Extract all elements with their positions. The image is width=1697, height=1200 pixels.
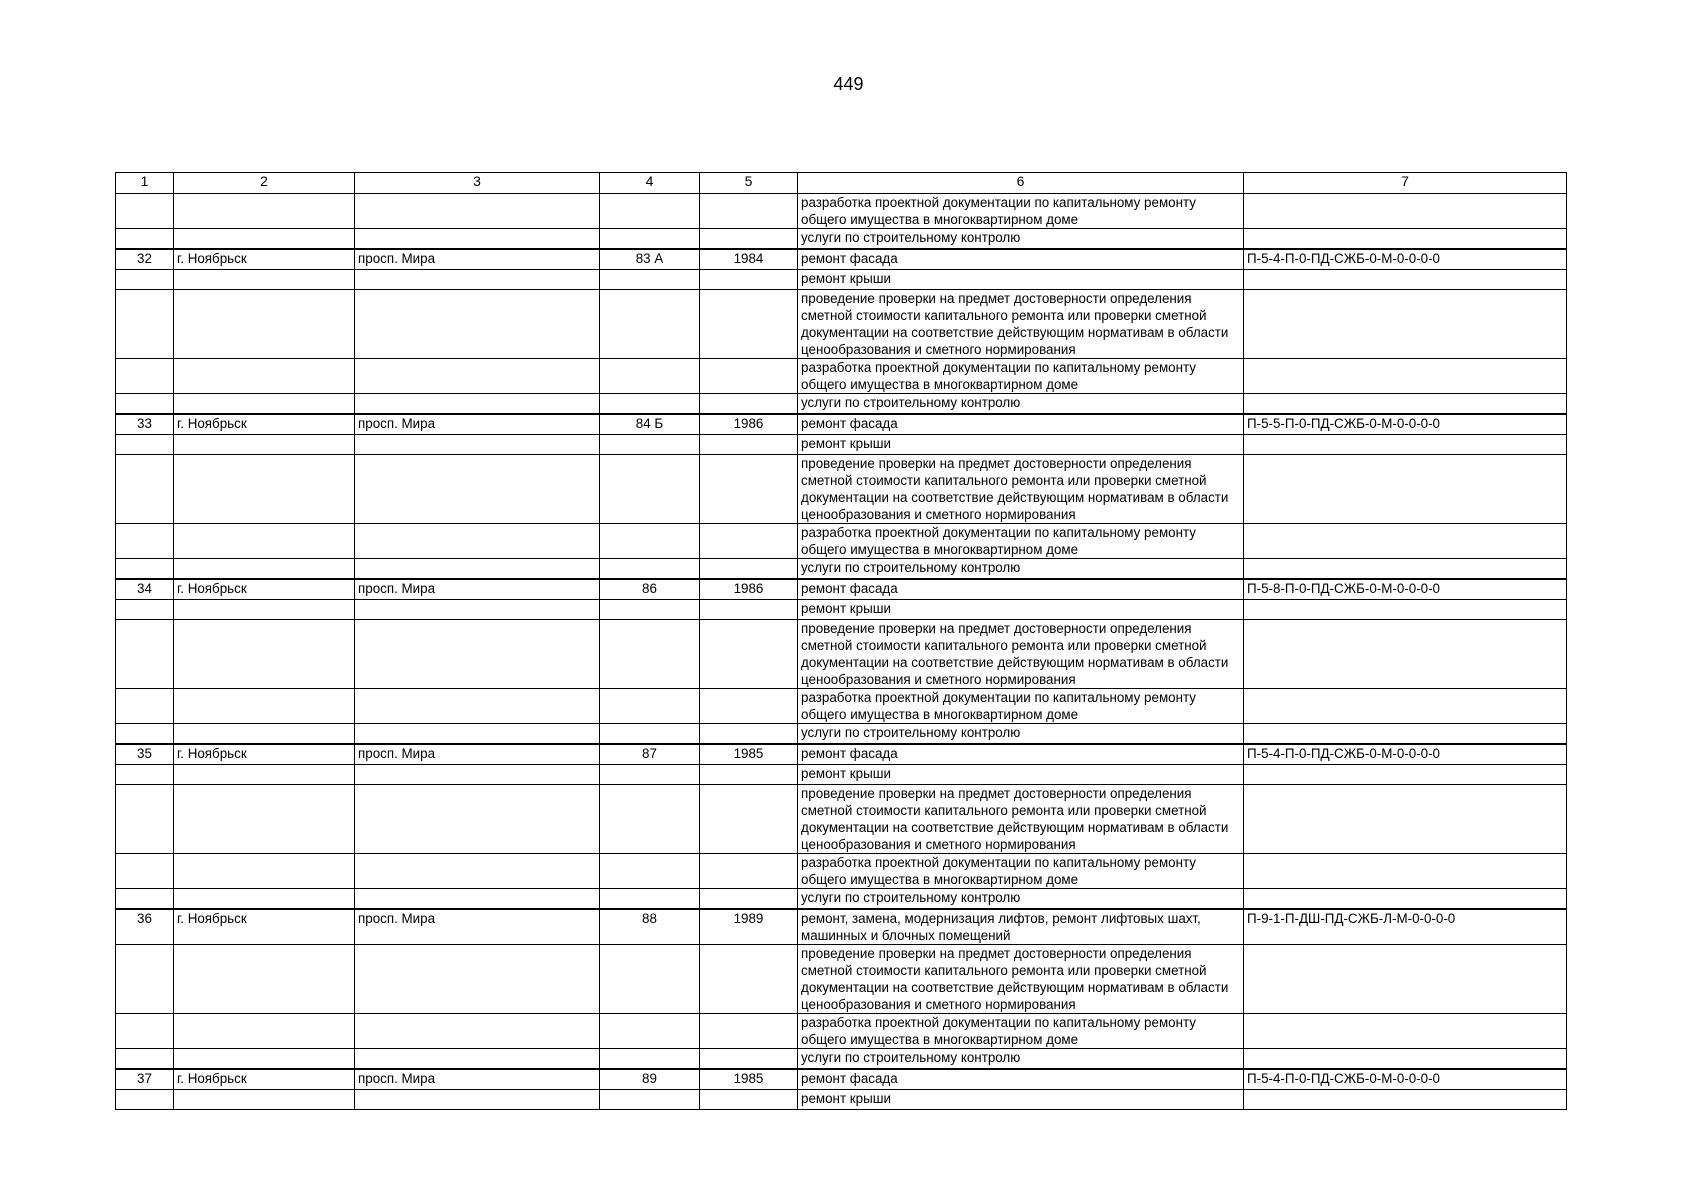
work-row xyxy=(116,455,1567,524)
row-number-cell xyxy=(116,889,174,910)
year-cell xyxy=(700,1014,798,1049)
building-code-cell: П-5-4-П-0-ПД-СЖБ-0-М-0-0-0-0 xyxy=(1244,744,1567,765)
house-cell xyxy=(600,620,700,689)
building-row xyxy=(116,249,1567,270)
column-header: 7 xyxy=(1244,173,1567,194)
building-code-cell: П-9-1-П-ДШ-ПД-СЖБ-Л-М-0-0-0-0 xyxy=(1244,909,1567,945)
repair-registry-table xyxy=(115,172,1567,1110)
work-row xyxy=(116,394,1567,415)
work-row xyxy=(116,889,1567,910)
work-type-cell: проведение проверки на предмет достоверности определения сметной стоимости капитального ремонта или проверки сметной документации на соответствие действующим нормативам в области ценообразования и сметного нормирования xyxy=(798,620,1244,689)
work-row xyxy=(116,854,1567,889)
house-cell xyxy=(600,559,700,580)
work-type-cell: услуги по строительному контролю xyxy=(798,229,1244,250)
work-row xyxy=(116,290,1567,359)
house-cell xyxy=(600,724,700,745)
building-code-cell xyxy=(1244,785,1567,854)
row-number-cell xyxy=(116,290,174,359)
row-number-cell xyxy=(116,1049,174,1070)
year-cell xyxy=(700,785,798,854)
city-cell xyxy=(174,435,355,455)
building-code-cell xyxy=(1244,689,1567,724)
row-number-cell xyxy=(116,724,174,745)
row-number-cell: 33 xyxy=(116,414,174,435)
city-cell xyxy=(174,785,355,854)
street-cell xyxy=(355,765,600,785)
work-row xyxy=(116,1049,1567,1070)
house-cell xyxy=(600,359,700,394)
street-cell xyxy=(355,854,600,889)
house-cell xyxy=(600,600,700,620)
year-cell xyxy=(700,765,798,785)
city-cell xyxy=(174,559,355,580)
year-cell xyxy=(700,290,798,359)
work-type-cell: ремонт крыши xyxy=(798,765,1244,785)
work-row xyxy=(116,524,1567,559)
empty-cell xyxy=(1244,194,1567,229)
empty-cell xyxy=(1244,229,1567,250)
work-type-cell: услуги по строительному контролю xyxy=(798,1049,1244,1070)
work-type-cell: услуги по строительному контролю xyxy=(798,889,1244,910)
street-cell xyxy=(355,1014,600,1049)
work-type-cell: проведение проверки на предмет достоверности определения сметной стоимости капитального ремонта или проверки сметной документации на соответствие действующим нормативам в области ценообразования и сметного нормирования xyxy=(798,455,1244,524)
year-cell xyxy=(700,854,798,889)
house-cell xyxy=(600,945,700,1014)
city-cell xyxy=(174,1014,355,1049)
city-cell: г. Ноябрьск xyxy=(174,579,355,600)
year-cell xyxy=(700,1090,798,1110)
street-cell: просп. Мира xyxy=(355,414,600,435)
row-number-cell xyxy=(116,1014,174,1049)
street-cell xyxy=(355,270,600,290)
work-row xyxy=(116,194,1567,229)
work-type-cell: ремонт крыши xyxy=(798,1090,1244,1110)
year-cell xyxy=(700,394,798,415)
row-number-cell xyxy=(116,689,174,724)
street-cell: просп. Мира xyxy=(355,909,600,945)
row-number-cell: 34 xyxy=(116,579,174,600)
city-cell xyxy=(174,524,355,559)
street-cell xyxy=(355,945,600,1014)
work-type-cell: ремонт фасада xyxy=(798,1069,1244,1090)
building-code-cell xyxy=(1244,1090,1567,1110)
year-cell xyxy=(700,889,798,910)
row-number-cell xyxy=(116,435,174,455)
work-row xyxy=(116,785,1567,854)
work-type-cell: ремонт крыши xyxy=(798,600,1244,620)
building-code-cell xyxy=(1244,359,1567,394)
house-cell xyxy=(600,689,700,724)
house-cell xyxy=(600,889,700,910)
street-cell xyxy=(355,290,600,359)
column-header: 4 xyxy=(600,173,700,194)
row-number-cell: 37 xyxy=(116,1069,174,1090)
building-code-cell xyxy=(1244,765,1567,785)
work-type-cell: ремонт крыши xyxy=(798,435,1244,455)
work-row xyxy=(116,765,1567,785)
empty-cell xyxy=(700,194,798,229)
street-cell xyxy=(355,524,600,559)
work-row xyxy=(116,620,1567,689)
building-row xyxy=(116,1069,1567,1090)
house-cell: 87 xyxy=(600,744,700,765)
work-type-cell: разработка проектной документации по капитальному ремонту общего имущества в многоквартирном доме xyxy=(798,194,1244,229)
page-number: 449 xyxy=(833,74,864,94)
house-cell xyxy=(600,1090,700,1110)
work-row xyxy=(116,559,1567,580)
work-type-cell: ремонт фасада xyxy=(798,744,1244,765)
building-code-cell xyxy=(1244,945,1567,1014)
year-cell xyxy=(700,724,798,745)
street-cell xyxy=(355,394,600,415)
building-code-cell xyxy=(1244,620,1567,689)
work-type-cell: разработка проектной документации по капитальному ремонту общего имущества в многоквартирном доме xyxy=(798,854,1244,889)
column-header: 1 xyxy=(116,173,174,194)
registry-body xyxy=(116,173,1567,1110)
work-type-cell: разработка проектной документации по капитальному ремонту общего имущества в многоквартирном доме xyxy=(798,689,1244,724)
city-cell xyxy=(174,1049,355,1070)
year-cell xyxy=(700,455,798,524)
work-row xyxy=(116,359,1567,394)
work-type-cell: проведение проверки на предмет достоверности определения сметной стоимости капитального ремонта или проверки сметной документации на соответствие действующим нормативам в области ценообразования и сметного нормирования xyxy=(798,945,1244,1014)
year-cell xyxy=(700,435,798,455)
building-code-cell xyxy=(1244,394,1567,415)
column-header: 5 xyxy=(700,173,798,194)
row-number-cell xyxy=(116,394,174,415)
work-row xyxy=(116,600,1567,620)
house-cell xyxy=(600,854,700,889)
empty-cell xyxy=(600,194,700,229)
house-cell xyxy=(600,785,700,854)
work-type-cell: разработка проектной документации по капитальному ремонту общего имущества в многоквартирном доме xyxy=(798,524,1244,559)
street-cell: просп. Мира xyxy=(355,249,600,270)
row-number-cell xyxy=(116,359,174,394)
year-cell xyxy=(700,270,798,290)
city-cell: г. Ноябрьск xyxy=(174,909,355,945)
row-number-cell xyxy=(116,455,174,524)
building-code-cell xyxy=(1244,270,1567,290)
building-code-cell xyxy=(1244,290,1567,359)
house-cell xyxy=(600,435,700,455)
work-type-cell: услуги по строительному контролю xyxy=(798,394,1244,415)
year-cell xyxy=(700,945,798,1014)
street-cell xyxy=(355,889,600,910)
street-cell xyxy=(355,689,600,724)
column-number-row xyxy=(116,173,1567,194)
row-number-cell xyxy=(116,600,174,620)
year-cell: 1989 xyxy=(700,909,798,945)
year-cell: 1986 xyxy=(700,579,798,600)
row-number-cell xyxy=(116,270,174,290)
work-type-cell: услуги по строительному контролю xyxy=(798,724,1244,745)
city-cell: г. Ноябрьск xyxy=(174,414,355,435)
column-header: 2 xyxy=(174,173,355,194)
city-cell: г. Ноябрьск xyxy=(174,744,355,765)
row-number-cell: 35 xyxy=(116,744,174,765)
year-cell: 1985 xyxy=(700,1069,798,1090)
empty-cell xyxy=(700,229,798,250)
street-cell: просп. Мира xyxy=(355,744,600,765)
building-code-cell xyxy=(1244,524,1567,559)
house-cell: 89 xyxy=(600,1069,700,1090)
city-cell xyxy=(174,689,355,724)
work-type-cell: проведение проверки на предмет достоверности определения сметной стоимости капитального ремонта или проверки сметной документации на соответствие действующим нормативам в области ценообразования и сметного нормирования xyxy=(798,785,1244,854)
city-cell xyxy=(174,765,355,785)
building-row xyxy=(116,744,1567,765)
work-type-cell: ремонт фасада xyxy=(798,414,1244,435)
building-code-cell xyxy=(1244,455,1567,524)
house-cell: 84 Б xyxy=(600,414,700,435)
city-cell xyxy=(174,290,355,359)
street-cell: просп. Мира xyxy=(355,579,600,600)
building-code-cell xyxy=(1244,724,1567,745)
work-row xyxy=(116,1090,1567,1110)
work-type-cell: проведение проверки на предмет достоверности определения сметной стоимости капитального ремонта или проверки сметной документации на соответствие действующим нормативам в области ценообразования и сметного нормирования xyxy=(798,290,1244,359)
empty-cell xyxy=(355,194,600,229)
city-cell xyxy=(174,270,355,290)
city-cell: г. Ноябрьск xyxy=(174,1069,355,1090)
building-code-cell: П-5-8-П-0-ПД-СЖБ-0-М-0-0-0-0 xyxy=(1244,579,1567,600)
row-number-cell xyxy=(116,620,174,689)
city-cell xyxy=(174,600,355,620)
row-number-cell xyxy=(116,854,174,889)
house-cell xyxy=(600,270,700,290)
building-row xyxy=(116,414,1567,435)
street-cell xyxy=(355,1049,600,1070)
empty-cell xyxy=(116,229,174,250)
work-row xyxy=(116,229,1567,250)
building-code-cell: П-5-4-П-0-ПД-СЖБ-0-М-0-0-0-0 xyxy=(1244,1069,1567,1090)
work-row xyxy=(116,724,1567,745)
building-code-cell xyxy=(1244,559,1567,580)
house-cell: 88 xyxy=(600,909,700,945)
year-cell: 1984 xyxy=(700,249,798,270)
building-row xyxy=(116,909,1567,945)
work-type-cell: услуги по строительному контролю xyxy=(798,559,1244,580)
year-cell xyxy=(700,1049,798,1070)
work-type-cell: ремонт, замена, модернизация лифтов, ремонт лифтовых шахт, машинных и блочных помещений xyxy=(798,909,1244,945)
street-cell xyxy=(355,435,600,455)
building-code-cell xyxy=(1244,854,1567,889)
work-row xyxy=(116,945,1567,1014)
work-type-cell: ремонт крыши xyxy=(798,270,1244,290)
row-number-cell: 36 xyxy=(116,909,174,945)
street-cell xyxy=(355,620,600,689)
house-cell: 83 А xyxy=(600,249,700,270)
city-cell: г. Ноябрьск xyxy=(174,249,355,270)
year-cell xyxy=(700,600,798,620)
building-code-cell: П-5-4-П-0-ПД-СЖБ-0-М-0-0-0-0 xyxy=(1244,249,1567,270)
city-cell xyxy=(174,889,355,910)
building-code-cell xyxy=(1244,435,1567,455)
column-header: 6 xyxy=(798,173,1244,194)
street-cell xyxy=(355,724,600,745)
empty-cell xyxy=(116,194,174,229)
work-type-cell: ремонт фасада xyxy=(798,249,1244,270)
row-number-cell xyxy=(116,945,174,1014)
street-cell xyxy=(355,455,600,524)
street-cell xyxy=(355,785,600,854)
row-number-cell: 32 xyxy=(116,249,174,270)
column-header: 3 xyxy=(355,173,600,194)
row-number-cell xyxy=(116,1090,174,1110)
house-cell xyxy=(600,1014,700,1049)
house-cell xyxy=(600,290,700,359)
city-cell xyxy=(174,620,355,689)
building-code-cell xyxy=(1244,889,1567,910)
building-code-cell: П-5-5-П-0-ПД-СЖБ-0-М-0-0-0-0 xyxy=(1244,414,1567,435)
street-cell xyxy=(355,600,600,620)
work-row xyxy=(116,689,1567,724)
building-row xyxy=(116,579,1567,600)
work-type-cell: разработка проектной документации по капитальному ремонту общего имущества в многоквартирном доме xyxy=(798,359,1244,394)
city-cell xyxy=(174,854,355,889)
work-type-cell: ремонт фасада xyxy=(798,579,1244,600)
year-cell: 1986 xyxy=(700,414,798,435)
house-cell xyxy=(600,394,700,415)
year-cell: 1985 xyxy=(700,744,798,765)
city-cell xyxy=(174,455,355,524)
row-number-cell xyxy=(116,524,174,559)
street-cell xyxy=(355,359,600,394)
house-cell xyxy=(600,1049,700,1070)
work-row xyxy=(116,270,1567,290)
street-cell xyxy=(355,1090,600,1110)
city-cell xyxy=(174,1090,355,1110)
row-number-cell xyxy=(116,785,174,854)
street-cell: просп. Мира xyxy=(355,1069,600,1090)
empty-cell xyxy=(174,194,355,229)
year-cell xyxy=(700,620,798,689)
building-code-cell xyxy=(1244,1049,1567,1070)
empty-cell xyxy=(174,229,355,250)
year-cell xyxy=(700,689,798,724)
row-number-cell xyxy=(116,559,174,580)
street-cell xyxy=(355,559,600,580)
year-cell xyxy=(700,359,798,394)
city-cell xyxy=(174,945,355,1014)
empty-cell xyxy=(600,229,700,250)
row-number-cell xyxy=(116,765,174,785)
building-code-cell xyxy=(1244,1014,1567,1049)
building-code-cell xyxy=(1244,600,1567,620)
year-cell xyxy=(700,524,798,559)
empty-cell xyxy=(355,229,600,250)
house-cell xyxy=(600,524,700,559)
work-row xyxy=(116,435,1567,455)
house-cell: 86 xyxy=(600,579,700,600)
city-cell xyxy=(174,724,355,745)
house-cell xyxy=(600,765,700,785)
year-cell xyxy=(700,559,798,580)
work-type-cell: разработка проектной документации по капитальному ремонту общего имущества в многоквартирном доме xyxy=(798,1014,1244,1049)
house-cell xyxy=(600,455,700,524)
work-row xyxy=(116,1014,1567,1049)
city-cell xyxy=(174,359,355,394)
city-cell xyxy=(174,394,355,415)
